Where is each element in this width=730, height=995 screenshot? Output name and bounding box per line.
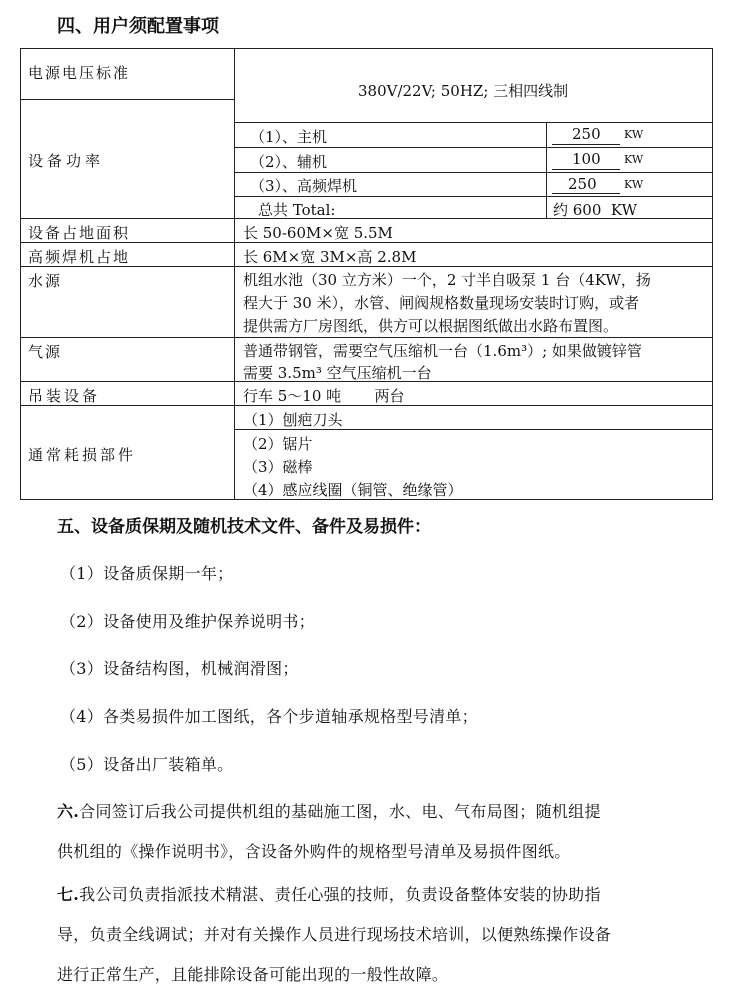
- section6-line: 供机组的《操作说明书》，含设备外购件的规格型号清单及易损件图纸。: [57, 842, 571, 861]
- wear-item: （1）刨疤刀头: [243, 411, 343, 429]
- air-line: 需要 3.5m³ 空气压缩机一台: [243, 364, 432, 382]
- section7-line: 进行正常生产，且能排除设备可能出现的一般性故障。: [57, 965, 449, 984]
- lifting-label: 吊装设备: [28, 387, 101, 405]
- voltage-value: 380V/22V; 50HZ; 三相四线制: [358, 82, 569, 100]
- power-item-unit: KW: [624, 153, 644, 166]
- wear-item: （2）锯片: [243, 435, 313, 453]
- section6-prefix: 六.: [57, 802, 80, 821]
- power-item-name: （1）、主机: [250, 128, 328, 146]
- air-line: 普通带钢管，需要空气压缩机一台（1.6m³）; 如果做镀锌管: [243, 342, 642, 360]
- area-label: 设备占地面积: [28, 224, 131, 242]
- section5-item: （5）设备出厂装箱单。: [60, 755, 234, 774]
- area-value: 长 50-60M×宽 5.5M: [243, 224, 393, 242]
- section5-title: 五、设备质保期及随机技术文件、备件及易损件：: [57, 517, 431, 537]
- section6-line: [57, 799, 601, 822]
- power-total-value: 约 600 KW: [553, 201, 638, 219]
- section6-text: 合同签订后我公司提供机组的基础施工图，水、电、气布局图；随机组提: [79, 802, 601, 821]
- section7-text: 我公司负责指派技术精湛、责任心强的技师，负责设备整体安装的协助指: [79, 885, 601, 904]
- section5-item: （1）设备质保期一年；: [60, 564, 234, 583]
- power-label: 设备功率: [28, 152, 105, 170]
- section7-prefix: 七.: [57, 885, 80, 904]
- power-item-amount: 250: [572, 125, 601, 143]
- power-item-unit: KW: [624, 178, 644, 191]
- water-line: 提供需方厂房图纸，供方可以根据图纸做出水路布置图。: [243, 317, 619, 335]
- wear-item: （4）感应线圈（铜管、绝缘管）: [243, 481, 463, 499]
- welder-area-value: 长 6M×宽 3M×高 2.8M: [243, 248, 417, 266]
- air-label: 气源: [28, 343, 63, 361]
- welder-area-label: 高频焊机占地: [28, 248, 131, 266]
- power-total-label: 总共 Total:: [258, 201, 336, 219]
- section4-title: 四、用户须配置事项: [57, 16, 219, 37]
- section7-line: [57, 882, 601, 905]
- power-item-unit: KW: [624, 128, 644, 141]
- water-label: 水源: [28, 272, 63, 290]
- power-item-name: （3）、高频焊机: [250, 177, 358, 195]
- lifting-value: 行车 5～10 吨 两台: [243, 387, 405, 405]
- power-item-amount: 250: [568, 175, 597, 193]
- power-item-amount: 100: [572, 150, 601, 168]
- wear-item: （3）磁棒: [243, 458, 313, 476]
- water-line: 机组水池（30 立方米）一个，2 寸半自吸泵 1 台（4KW，扬: [243, 271, 651, 289]
- section5-item: （3）设备结构图，机械润滑图；: [60, 659, 299, 678]
- section7-line: 导，负责全线调试；并对有关操作人员进行现场技术培训，以便熟练操作设备: [57, 925, 612, 944]
- section5-item: （4）各类易损件加工图纸，各个步道轴承规格型号清单；: [60, 707, 478, 726]
- wear-label: 通常耗损部件: [28, 446, 137, 464]
- section5-item: （2）设备使用及维护保养说明书；: [60, 612, 315, 631]
- water-line: 程大于 30 米），水管、闸阀规格数量现场安装时订购，或者: [243, 294, 640, 312]
- power-item-name: （2）、辅机: [250, 153, 328, 171]
- voltage-label: 电源电压标准: [28, 64, 131, 82]
